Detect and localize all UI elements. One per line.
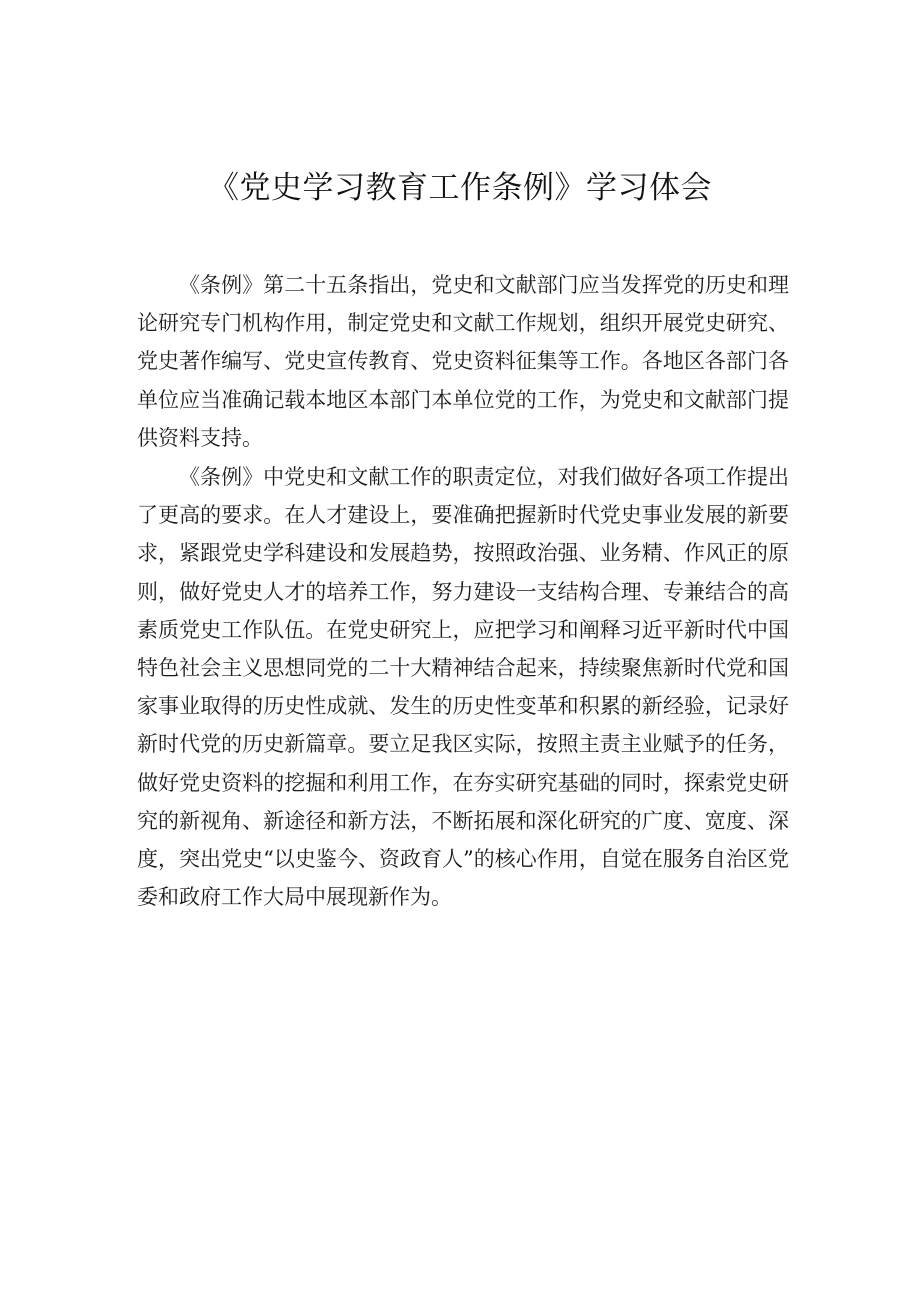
paragraph-1: 《条例》第二十五条指出，党史和文献部门应当发挥党的历史和理论研究专门机构作用，制定党史和文献工作规划，组织开展党史研究、党史著作编写、党史宣传教育、党史资料征集等工作。各地区各部门各单位应当准确记载本地区本部门本单位党的工作，为党史和文献部门提供资料支持。 <box>137 273 789 450</box>
document-body <box>137 266 789 916</box>
paragraph-2: 《条例》中党史和文献工作的职责定位，对我们做好各项工作提出了更高的要求。在人才建设上，要准确把握新时代党史事业发展的新要求，紧跟党史学科建设和发展趋势，按照政治强、业务精、作风正的原则，做好党史人才的培养工作，努力建设一支结构合理、专兼结合的高素质党史工作队伍。在党史研究上，应把学习和阐释习近平新时代中国特色社会主义思想同党的二十大精神结合起来，持续聚焦新时代党和国家事业取得的历史性成就、发生的历史性变革和积累的新经验，记录好新时代党的历史新篇章。要立足我区实际，按照主责主业赋予的任务，做好党史资料的挖掘和利用工作，在夯实研究基础的同时，探索党史研究的新视角、新途径和新方法，不断拓展和深化研究的广度、宽度、深度，突出党史“以史鉴今、资政育人”的核心作用，自觉在服务自治区党委和政府工作大局中展现新作为。 <box>137 465 789 910</box>
document-title: 《党史学习教育工作条例》学习体会 <box>208 170 712 206</box>
